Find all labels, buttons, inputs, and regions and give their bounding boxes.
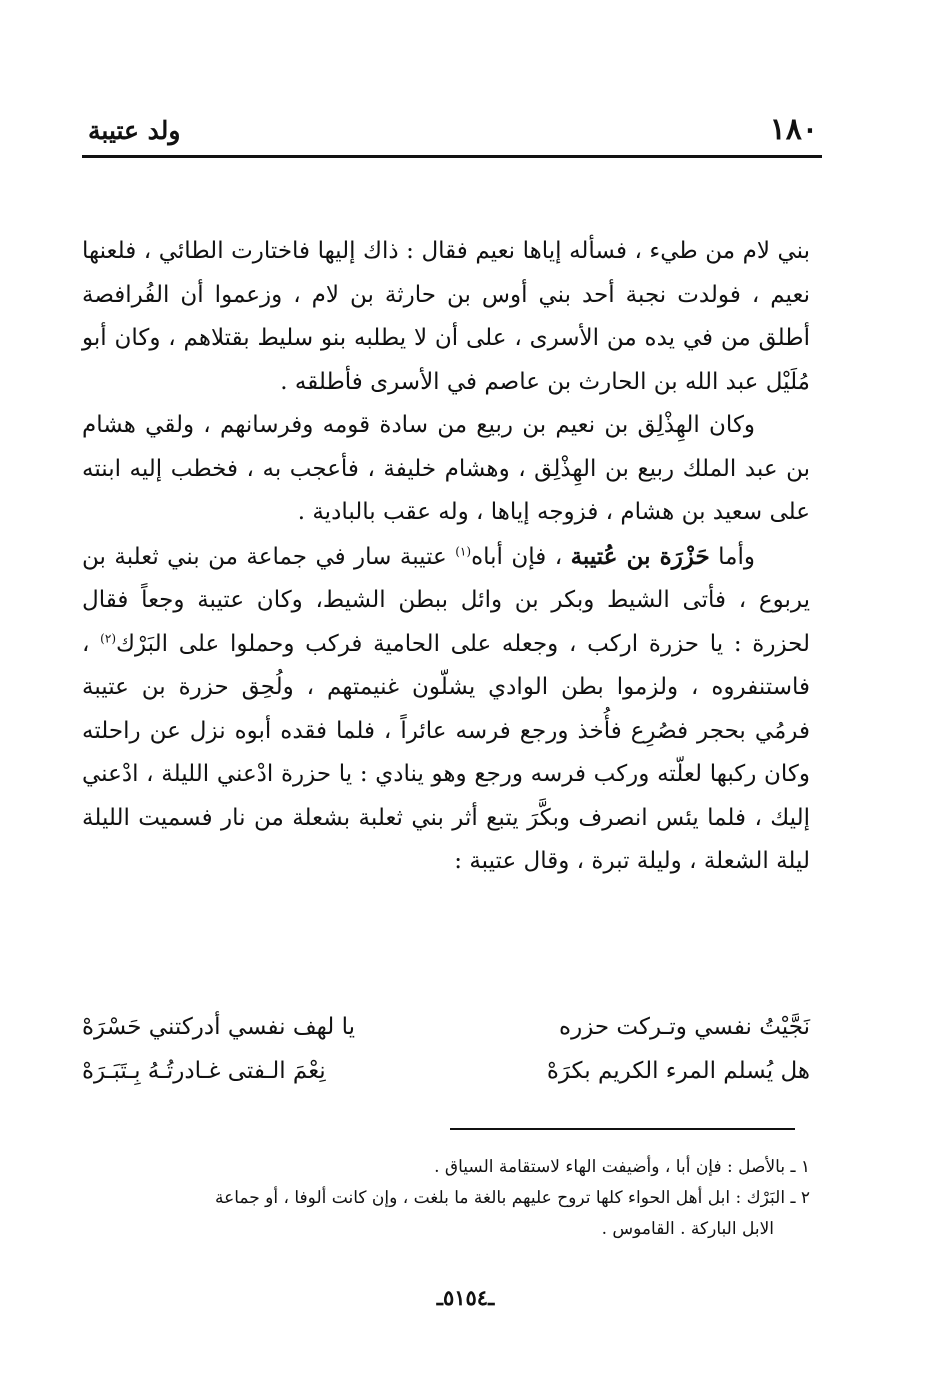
paragraph-2: وكان الهِذْلِق بن نعيم بن ربيع من سادة قومه وفرسانهم ، ولقي هشام بن عبد الملك ربيع بن الهِذْلِق ، وهشام خليفة ، فأعجب به ، فخطب إليه ابنته على سعيد بن هشام ، فزوجه إياها ، وله عقب بالبادية . — [82, 412, 810, 525]
footnotes — [82, 1152, 810, 1245]
poem — [82, 1006, 810, 1093]
person-name: حَزْرَة بن عُتيبة — [570, 542, 710, 570]
page-header — [88, 108, 818, 152]
footnote-1: ١ ـ بالأصل : فإن أبا ، وأضيفت الهاء لاستقامة السياق . — [434, 1157, 810, 1177]
footnote-separator — [450, 1128, 795, 1130]
verse-2-first-hemistich: هل يُسلم المرء الكريم بكرَهْ — [546, 1057, 810, 1084]
paragraph-3 — [82, 535, 810, 884]
footnote-ref-1: (١) — [455, 543, 472, 558]
verse-1-first-hemistich: نَجَّيْتُ نفسي وتـركت حزره — [559, 1014, 810, 1040]
header-rule — [82, 155, 822, 158]
page-number: ١٨٠ — [769, 112, 818, 147]
paragraph-3-lead: وأما — [718, 543, 755, 570]
verse-1-second-hemistich: يا لهف نفسي أدركتني حَسْرَهْ — [82, 1014, 356, 1040]
footnote-ref-2: (٢) — [100, 630, 116, 645]
paragraph-3-text-b: ، فاستنفروه ، ولزموا بطن الوادي يشلّون غنيمتهم ، ولُحِق حزرة بن عتيبة فرمُي بحجر فصُرِع فأُخذ ورجع فرسه عائراً ، فلما فقده أبوه نزل عن راحلته وكان ركبها لعلّته وركب فرسه ورجع وهو ينادي : يا حزرة ادْعني الليلة ، ادْعني إليك ، فلما يئس انصرف وبكَّرَ يتبع أثر بني ثعلبة بشعلة من نار فسميت الليلة ليلة الشعلة ، وليلة تبرة ، وقال عتيبة : — [82, 630, 810, 874]
paragraph-1: بني لام من طيء ، فسأله إياها نعيم فقال : ذاك إليها فاختارت الطائي ، فلعنها نعيم ، فولدت نجبة أحد بني أوس بن حارثة بن لام ، وزعموا أن الفُرافصة أطلق من في يده من الأسرى ، على أن لا يطلبه بنو سليط بقتلاهم ، وكان أبو مُلَيْل عبد الله بن الحارث بن عاصم في الأسرى فأطلقه . — [82, 238, 810, 395]
main-text — [82, 230, 810, 884]
paragraph-3-text-a: عتيبة سار في جماعة من بني ثعلبة بن يربوع ، فأتى الشيط وبكر بن وائل ببطن الشيط، وكان عتيبة وجعاً فقال لحزرة : يا حزرة اركب ، وجعله على الحامية فركب وحملوا على البَرْك — [82, 543, 810, 657]
paragraph-3-after-name: ، فإن أباه — [471, 543, 563, 570]
footnote-2: ٢ ـ البَرْك : ابل أهل الحواء كلها تروح عليهم بالغة ما بلغت ، وإن كانت ألوفا ، أو جماعة — [214, 1188, 810, 1208]
bottom-page-number: ـ٥١٥٤ـ — [436, 1285, 495, 1310]
poem-verse-2 — [82, 1050, 810, 1094]
footnote-2-continuation: الابل الباركة . القاموس . — [601, 1219, 774, 1239]
poem-verse-1 — [82, 1006, 810, 1050]
verse-2-second-hemistich: نِعْمَ الـفتى غـادرتُـهُ بِـتَبَـرَهْ — [82, 1057, 326, 1084]
running-title: ولد عتيبة — [88, 116, 181, 145]
